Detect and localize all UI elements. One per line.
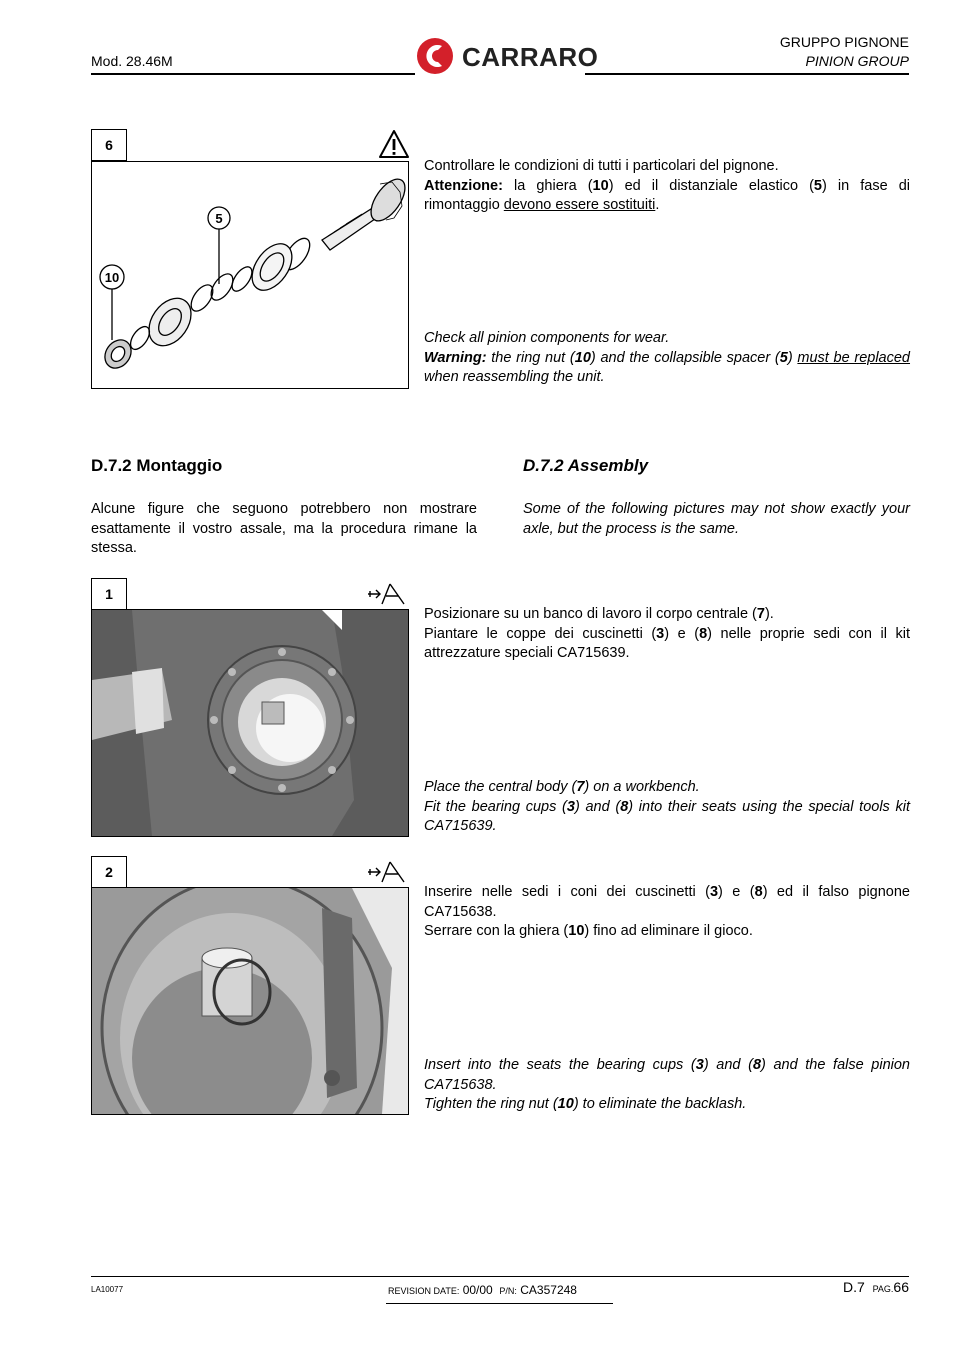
figure-6-text-it — [424, 157, 910, 216]
section-header — [780, 33, 909, 71]
fig1-en-line2: Fit the bearing cups (3) and (8) into their seats using the special tools kit CA715639. — [424, 798, 910, 834]
pag-label: PAG. — [872, 1284, 894, 1294]
group-title-it: GRUPPO PIGNONE — [779, 34, 909, 50]
section-body-en: Some of the following pictures may not show exactly your axle, but the process is the same. — [523, 501, 910, 537]
revision-value: 00/00 — [462, 1283, 493, 1297]
figure-2-label: 2 — [91, 856, 127, 888]
revision-rule — [386, 1303, 613, 1304]
carraro-logo-icon — [415, 36, 455, 76]
tools-icon — [366, 582, 408, 606]
figure-6-image — [91, 161, 409, 389]
figure-1-photo — [91, 609, 409, 837]
footer-section: D.7 — [843, 1279, 865, 1295]
fig2-en-line1: Insert into the seats the bearing cups (3) and (8) and the false pinion CA715638. — [424, 1057, 910, 1093]
fig1-it-line1: Posizionare su un banco di lavoro il corpo centrale (7). — [424, 606, 774, 622]
group-title-en: PINION GROUP — [805, 53, 909, 69]
figure-2-text-en — [424, 1056, 910, 1115]
page-value: 66 — [893, 1279, 909, 1295]
fig6-en-line1: Check all pinion components for wear. — [424, 330, 670, 346]
fig1-it-line2: Piantare le coppe dei cuscinetti (3) e (8) nelle proprie sedi con il kit attrezzature speciali CA715639. — [424, 625, 910, 661]
header-rule-right — [585, 73, 909, 75]
figure-1-text-it — [424, 605, 910, 664]
tools-icon — [366, 860, 408, 884]
fig2-it-line1: Inserire nelle sedi i coni dei cuscinetti (3) e (8) ed il falso pignone CA715638. — [424, 884, 910, 920]
page-number — [843, 1279, 909, 1295]
warning-triangle-icon — [378, 129, 410, 159]
pinion-exploded-drawing — [92, 162, 408, 388]
fig2-it-line2: Serrare con la ghiera (10) fino ad eliminare il gioco. — [424, 923, 753, 939]
figure-2-text-it — [424, 883, 910, 942]
figure-1-label: 1 — [91, 578, 127, 610]
header-rule-left — [91, 73, 415, 75]
fig2-en-line2: Tighten the ring nut (10) to eliminate the backlash. — [424, 1096, 747, 1112]
figure-2-photo — [91, 887, 409, 1115]
figure-1-text-en — [424, 778, 910, 837]
document-code: LA10077 — [91, 1285, 124, 1294]
brand-name: CARRARO — [462, 42, 599, 72]
fig1-en-line1: Place the central body (7) on a workbench. — [424, 779, 700, 795]
section-body-it: Alcune figure che seguono potrebbero non mostrare esattamente il vostro assale, ma la procedura rimane la stessa. — [91, 501, 477, 556]
footer-rule — [91, 1276, 909, 1277]
section-title-it: D.7.2 Montaggio — [91, 456, 223, 475]
revision-label: REVISION DATE: — [388, 1286, 460, 1296]
callout-10: 10 — [104, 270, 120, 285]
section-title-en: D.7.2 Assembly — [523, 456, 649, 475]
callout-5: 5 — [215, 211, 223, 226]
revision-info — [388, 1283, 577, 1297]
fig6-it-line1: Controllare le condizioni di tutti i particolari del pignone. — [424, 158, 779, 174]
model-label: Mod. 28.46M — [91, 53, 173, 69]
fig6-en-warning: Warning: the ring nut (10) and the collapsible spacer (5) must be replaced when reassembling the unit. — [424, 349, 911, 385]
figure-6-label: 6 — [91, 129, 127, 161]
fig6-it-warning: Attenzione: la ghiera (10) ed il distanziale elastico (5) in fase di rimontaggio devono essere sostituiti. — [424, 177, 910, 213]
central-body-photo — [92, 610, 408, 836]
figure-6-text-en — [424, 329, 910, 388]
pn-value: CA357248 — [520, 1283, 577, 1297]
false-pinion-photo — [92, 888, 408, 1114]
pn-label: P/N: — [499, 1286, 517, 1296]
